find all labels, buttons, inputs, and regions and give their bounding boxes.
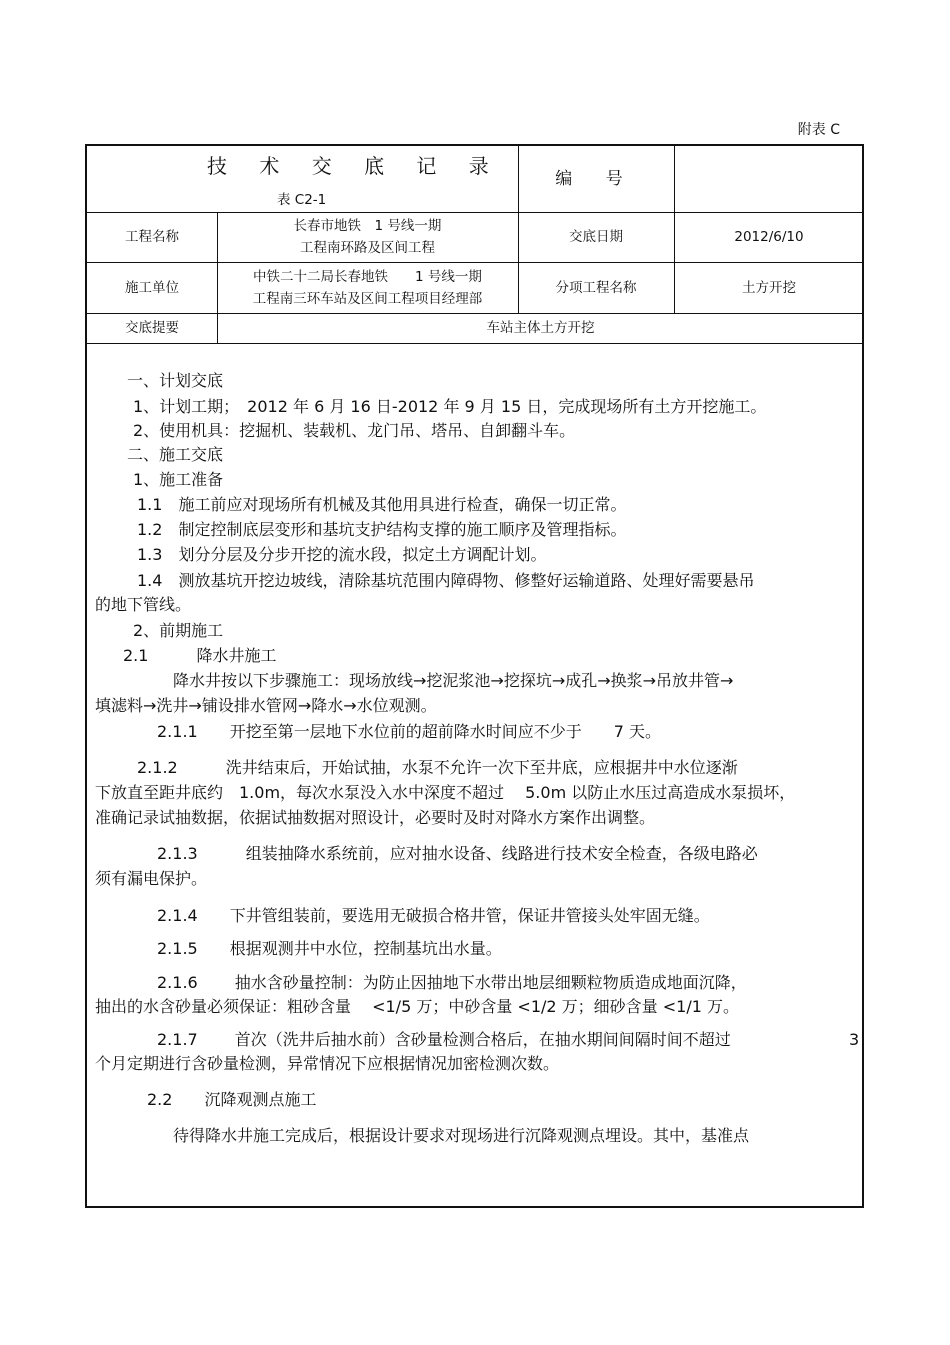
content-line: 2.1.6 抽水含砂量控制：为防止因抽地下水带出地层细颗粒物质造成地面沉降， <box>157 973 747 992</box>
content-line: 准确记录试抽数据，依据试抽数据对照设计，必要时及时对降水方案作出调整。 <box>95 808 656 827</box>
content-line: 2.1 降水井施工 <box>123 646 277 665</box>
content-line: 3 <box>849 1030 860 1049</box>
content-line: 抽出的水含砂量必须保证：粗砂含量 <1/5 万；中砂含量 <1/2 万；细砂含量 <1/1 万。 <box>95 997 739 1016</box>
content-line: 2.1.2 洗井结束后，开始试抽，水泵不允许一次下至井底，应根据井中水位逐渐 <box>137 758 738 777</box>
content-line: 须有漏电保护。 <box>95 869 208 888</box>
unit-line: 中铁二十二局长春地铁 1 号线一期 <box>253 268 482 285</box>
content-line: 一、计划交底 <box>127 371 224 390</box>
content-line: 填滤料→洗井→铺设排水管网→降水→水位观测。 <box>95 696 437 715</box>
project-name-value <box>217 212 518 262</box>
code-label-cell <box>518 146 674 212</box>
content-line: 2.1.7 首次（洗井后抽水前）含砂量检测合格后，在抽水期间间隔时间不超过 <box>157 1030 731 1049</box>
content-line: 2、前期施工 <box>133 621 224 640</box>
record-form <box>85 144 864 1208</box>
unit-line: 工程南三环车站及区间工程项目经理部 <box>252 290 483 307</box>
date-value: 2012/6/10 <box>734 229 804 245</box>
content-line: 二、施工交底 <box>127 445 224 464</box>
content-line: 1、施工准备 <box>133 470 224 489</box>
summary-value: 车站主体土方开挖 <box>486 320 595 336</box>
content-line: 个月定期进行含砂量检测，异常情况下应根据情况加密检测次数。 <box>95 1054 560 1073</box>
content-line: 1.3 划分分层及分步开挖的流水段，拟定土方调配计划。 <box>137 545 547 564</box>
content-line: 的地下管线。 <box>95 595 192 614</box>
code-label: 编 号 <box>555 169 637 189</box>
content-line: 2、使用机具：挖掘机、装载机、龙门吊、塔吊、自卸翻斗车。 <box>133 421 576 440</box>
content-line: 1.4 测放基坑开挖边坡线，清除基坑范围内障碍物、修整好运输道路、处理好需要悬吊 <box>137 571 755 590</box>
appendix-label: 附表 C <box>797 122 840 138</box>
form-number: 表 C2-1 <box>277 192 327 208</box>
content-line: 1.1 施工前应对现场所有机械及其他用具进行检查，确保一切正常。 <box>137 495 627 514</box>
content-line: 2.1.4 下井管组装前，要选用无破损合格井管，保证井管接头处牢固无缝。 <box>157 906 710 925</box>
content-line: 2.1.3 组装抽降水系统前，应对抽水设备、线路进行技术安全检查，各级电路必 <box>157 844 758 863</box>
content-line: 下放直至距井底约 1.0m，每次水泵没入水中深度不超过 5.0m 以防止水压过高造成水泵损坏， <box>95 783 796 802</box>
form-title: 技 术 交 底 记 录 <box>207 154 502 178</box>
content-line: 1、计划工期； 2012 年 6 月 16 日-2012 年 9 月 15 日，完成现场所有土方开挖施工。 <box>133 397 767 416</box>
unit-value <box>217 262 518 313</box>
subproject-value: 土方开挖 <box>742 279 796 296</box>
date-label: 交底日期 <box>569 229 623 245</box>
content-line: 2.1.5 根据观测井中水位，控制基坑出水量。 <box>157 939 502 958</box>
project-name-label: 工程名称 <box>125 229 179 245</box>
subproject-label: 分项工程名称 <box>555 279 637 296</box>
unit-label: 施工单位 <box>125 279 179 296</box>
content-line: 待得降水井施工完成后，根据设计要求对现场进行沉降观测点埋设。其中，基准点 <box>173 1126 750 1145</box>
code-value-cell <box>674 146 864 212</box>
content-line: 1.2 制定控制底层变形和基坑支护结构支撑的施工顺序及管理指标。 <box>137 520 627 539</box>
project-name-line: 工程南环路及区间工程 <box>300 240 435 256</box>
summary-label: 交底提要 <box>125 320 179 336</box>
content-line: 降水井按以下步骤施工：现场放线→挖泥浆池→挖探坑→成孔→换浆→吊放井管→ <box>173 671 734 690</box>
project-name-line: 长春市地铁 1 号线一期 <box>293 218 442 234</box>
content-line: 2.1.1 开挖至第一层地下水位前的超前降水时间应不少于 7 天。 <box>157 722 661 741</box>
row-divider <box>87 343 862 344</box>
content-line: 2.2 沉降观测点施工 <box>147 1090 317 1109</box>
